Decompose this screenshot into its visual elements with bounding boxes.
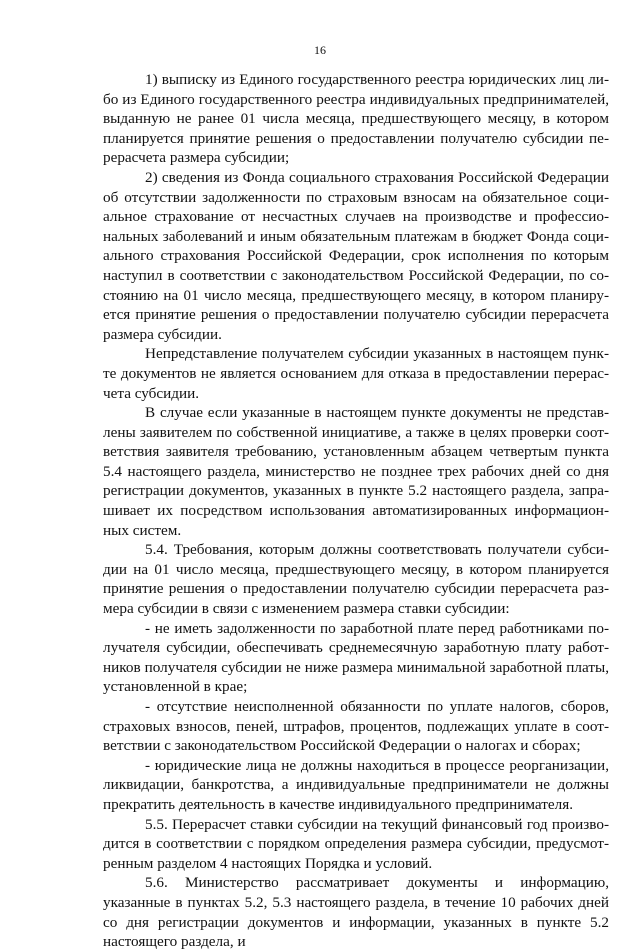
paragraph-section-5-5: 5.5. Перерасчет ставки субсидии на текущий финансовый год производится в соответствии с порядком определения размера субсидии, предусмотренным разделом 4 настоящих Порядка и условий. (103, 815, 609, 872)
paragraph-no-tax-debt: - отсутствие неисполненной обязанности по уплате налогов, сборов, страховых взносов, пеней, штрафов, процентов, подлежащих уплате в соответствии с законодательством Российской Федерации о налогах и сборах; (103, 698, 609, 755)
paragraph-no-reorganization: - юридические лица не должны находиться в процессе реорганизации, ликвидации, банкротства, а индивидуальные предприниматели не должны прекратить деятельность в качестве индивидуального предпринимателя. (103, 756, 609, 813)
paragraph-ministry-request: В случае если указанные в настоящем пункте документы не представлены заявителем по собственной инициативе, а также в целях проверки соответствия заявителя требованию, установленным абзацем четвертым пункта 5.4 настоящего раздела, министерство не позднее трех рабочих дней со дня регистрации документов, указанных в пункте 5.2 настоящего раздела, запрашивает их посредством использования автоматизированных информационных систем. (103, 404, 609, 539)
page-number: 16 (314, 43, 326, 57)
paragraph-section-5-6: 5.6. Министерство рассматривает документы и информацию, указанные в пунктах 5.2, 5.3 настоящего раздела, в течение 10 рабочих дней со дня регистрации документов и информации, указанных в пункте 5.2 настоящего раздела, и (103, 874, 609, 951)
document-body (103, 70, 609, 952)
paragraph-section-5-4: 5.4. Требования, которым должны соответствовать получатели субсидии на 01 число месяца, предшествующего месяцу, в котором планируется принятие решения о предоставлении получателю субсидии перерасчета размера субсидии в связи с изменением размера ставки субсидии: (103, 541, 609, 618)
paragraph-no-wage-debt: - не иметь задолженности по заработной плате перед работниками получателя субсидии, обеспечивать среднемесячную заработную плату работников получателя субсидии не ниже размера минимальной заработной платы, установленной в крае; (103, 619, 609, 696)
paragraph-extract-registry: 1) выписку из Единого государственного реестра юридических лиц либо из Единого государственного реестра индивидуальных предпринимателей, выданную не ранее 01 числа месяца, предшествующего месяцу, в котором планируется принятие решения о предоставлении получателю субсидии перерасчета размера субсидии; (103, 71, 609, 167)
paragraph-social-insurance-info: 2) сведения из Фонда социального страхования Российской Федерации об отсутствии задолженности по страховым взносам на обязательное социальное страхование от несчастных случаев на производстве и профессиональных заболеваний и иным обязательным платежам в бюджет Фонда социального страхования Российской Федерации, срок исполнения по которым наступил в соответствии с законодательством Российской Федерации, по состоянию на 01 число месяца, предшествующего месяцу, в котором планируется принятие решения о предоставлении получателю субсидии перерасчета размера субсидии. (103, 168, 609, 343)
paragraph-non-submission: Непредставление получателем субсидии указанных в настоящем пункте документов не является основанием для отказа в предоставлении перерасчета субсидии. (103, 345, 609, 402)
